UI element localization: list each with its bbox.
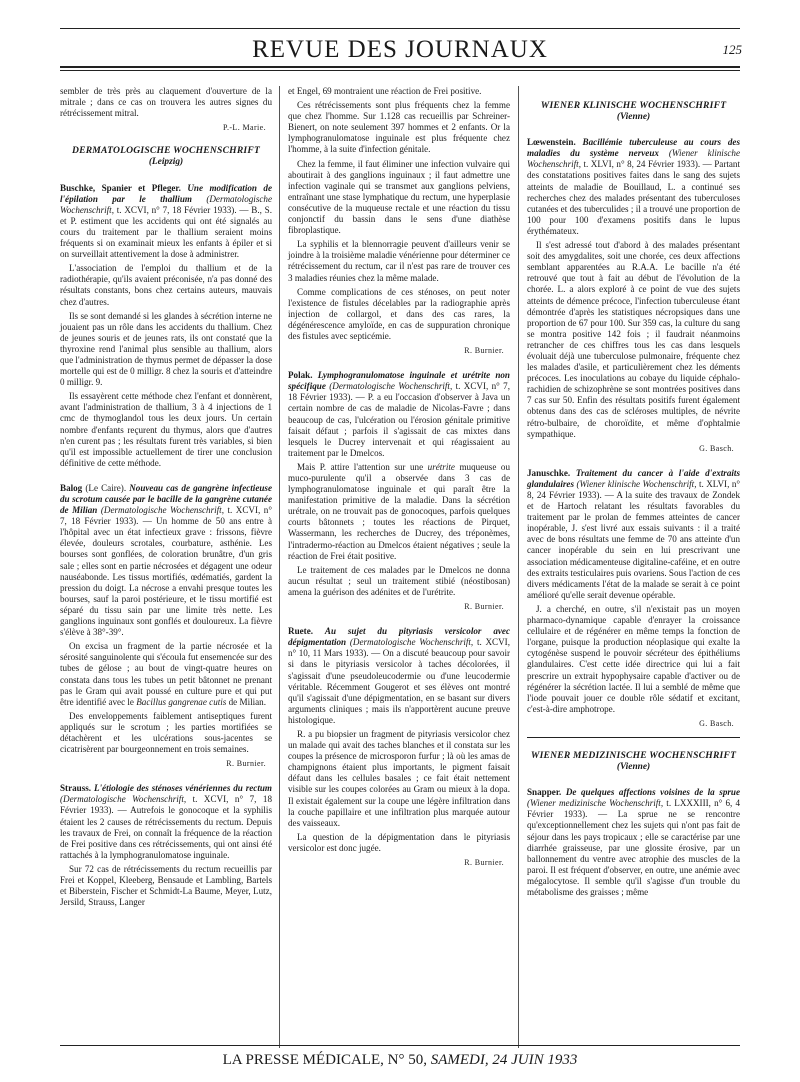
article-journal: (Wiener klinische Wochenschrift, — [576, 478, 697, 489]
article-abstract — [60, 783, 272, 861]
journal-section-location: (Leipzig) — [148, 157, 184, 168]
article-abstract — [60, 183, 272, 261]
column-2 — [288, 86, 510, 874]
article-title: L'étiologie des sténoses vénériennes du rectum — [93, 783, 272, 794]
paragraph: R. a pu biopsier un fragment de pityriasis versicolor chez un malade qui avait des taches blanches et il constata sur les coupes la présence de microsporon furfur ; là où les amas de champignons étaient plus importants, le pigment faisait défaut dans les cellules basales ; ce fait était nettement visible sur les coupes colorées au Gram ou mieux à la dopa. Il existait également sur la coupe une légère infiltration dans la couche papillaire et une infiltration plus marquée autour des vaisseaux. — [288, 728, 510, 828]
paragraph: J. a cherché, en outre, s'il n'existait pas un moyen pharmaco-dynamique capable d'enrayer la croissance cellulaire et de régénérer en même temps la fonction de l'organe, puisque la production néoplasique qui exalte la cytogénèse suspend le pouvoir sécréteur des épithéliums glandulaires. C'est cette idée directrice qui lui a fait prescrire un extrait hypophysaire capable d'activer ou de régénérer la sécrétion lactée. Il lui a semblé de même que l'iode pouvait jouer ce double rôle sédatif et excitant, c'est-à-dire amphotrope. — [527, 603, 740, 714]
article-authors: Balog — [60, 482, 83, 493]
journal-section-heading: WIENER MEDIZINISCHE WOCHENSCHRIFT — [530, 749, 737, 761]
section-separator — [527, 737, 740, 738]
paragraph-text: Mais P. attire l'attention sur une — [297, 461, 424, 472]
author-signature: R. Burnier. — [464, 858, 504, 867]
header-rule-top — [60, 28, 740, 29]
article-abstract — [527, 137, 740, 237]
article-authors-city: (Le Caire). — [85, 482, 127, 493]
paragraph: Le traitement de ces malades par le Dmelcos ne donna aucun résultat ; seul un traitement stibié (néostibosan) amena la guérison des adénites et de l'urétrite. — [288, 564, 510, 597]
article-journal: (Dermatologische Wochenschrift, — [60, 193, 272, 215]
paragraph: Comme complications de ces sténoses, on peut noter l'existence de fistules décelables par la radiographie après injection de collargol, et dans des cas rares, la dégénérescence amyloïde, en cas de suppuration chronique des fistules avec septicémie. — [288, 286, 510, 341]
article-journal: (Wiener medizinische Wochenschrift, — [527, 798, 664, 809]
paragraph: et Engel, 69 montraient une réaction de Frei positive. — [288, 86, 482, 96]
journal-section-location: (Vienne) — [616, 112, 651, 123]
page-number: 125 — [722, 42, 742, 57]
article-journal: (Dermatologische Wochenschrift, — [60, 794, 187, 805]
article-abstract — [527, 468, 740, 601]
paragraph: Ils essayèrent cette méthode chez l'enfant et donnèrent, avant l'administration de thallium, 3 à 4 injections de 1 cmc de thymoglandol tous les deux jours. Un certain nombre d'enfants reçurent du thymus, alors que d'autres n'en curent pas ; les résultats furent très variables, si bien qu'il est impossible actuellement de tirer une conclusion définitive de cette méthode. — [60, 391, 272, 468]
article-title: Lymphogranulomatose inguinale et urétrite non spécifique — [288, 370, 510, 392]
page-footer — [50, 1052, 750, 1069]
footer-day: SAMEDI, — [430, 1052, 489, 1068]
article-journal: (Dermatologische Wochenschrift, — [100, 505, 224, 516]
article-abstract — [527, 787, 740, 898]
article-title: Au sujet du pityriasis versicolor avec dépigmentation — [288, 626, 510, 648]
paragraph — [288, 462, 510, 562]
footer-date: 24 JUIN 1933 — [492, 1052, 578, 1068]
author-signature: R. Burnier. — [226, 759, 266, 769]
paragraph: Il s'est adressé tout d'abord à des malades présentant soit des amygdalites, soit une chorée, ces deux affections semblant apparentées au R.A.A. Le bacille n'a été retrouvé que tout à fait au début de l'évolution de la chorée. L. a alors exploré à ce point de vue des sujets atteints de démence précoce, l'infection tuberculeuse étant démontrée d'après les statistiques nécropsiques dans une proportion de 67 pour 100. Sur 359 cas, la culture du sang se montra positive 142 fois ; il faudrait néanmoins retrancher de ces chiffres tous les cas dans lesquels évoluait déjà une tuberculose pulmonaire, fréquente chez les malades d'asile, et particulièrement chez les déments précoces. Les inoculations au cobaye du liquide céphalo-rachidien de schizophrène se sont montrées positives dans 7 cas sur 50. Enfin des résultats positifs furent également obtenus dans des cas de scléroses multiples, de névrite rétro-bulbaire, de choroïdite, et même d'ophtalmie sympathique. — [527, 240, 740, 439]
article-journal: (Dermatologische Wochenschrift, — [329, 381, 453, 392]
article-abstract — [60, 483, 272, 638]
article-title: Nouveau cas de gangrène infectieuse du scrotum causée par le bacille de la gangrène cutanée de Milian — [60, 482, 273, 516]
author-signature: R. Burnier. — [464, 346, 504, 356]
article-authors: Buschke, Spanier et Pfleger. — [60, 182, 181, 193]
page-header-title: REVUE DES JOURNAUX — [252, 36, 548, 63]
article-text: t. LXXXIII, n° 6, 4 Février 1933). — La sprue ne se rencontre qu'exceptionnellement chez les sujets qui n'ont pas fait de séjour dans les pays tropicaux ; elle se caractérise par une diarrhée graisseuse, par une glossite érosive, par un ballonnement du ventre avec atrophie des muscles de la paroi. Il est fréquent d'observer, en outre, une anémie avec mégalocytose. Il semble qu'il s'agisse d'un trouble du métabolisme des graisses ; même — [527, 798, 740, 897]
article-authors: Ruete. — [288, 626, 313, 637]
journal-section-location: (Vienne) — [616, 762, 651, 773]
article-authors: Strauss. — [60, 783, 92, 794]
column-divider — [279, 86, 280, 1048]
article-text: t. XCVI, n° 7, 18 Février 1933). — Autrefois le gonocoque et la syphilis étaient les 2 causes de rétrécissements du rectum. Depuis les travaux de Frei, on connaît la fréquence de la réaction de Frei positive dans ces rétrécissements, qui ont ainsi été rattachés à la lymphogranulomatose inguinale. — [60, 794, 272, 860]
paragraph: L'association de l'emploi du thallium et de la radiothérapie, qu'ils avaient préconisée, n'a pas donné des résultats constants, bons chez certains auteurs, mauvais chez d'autres. — [60, 263, 272, 307]
paragraph-text-end: muqueuse ou muco-purulente qu'il a observée dans 3 cas de lymphogranulomatose inguinale et qui paraît être la manifestation primitive de la maladie. Dans la sécrétion urétrale, on ne trouvait pas de gonocoques, parfois quelques courts bâtonnets ; toutes les réactions de Pirquet, Wassermann, les recherches de Ducrey, des tréponèmes, l'intradermo-réaction au Dmelcos étaient négatives ; seule la réaction de Frei était positive. — [288, 461, 510, 561]
article-title: De quelques affections voisines de la sprue — [565, 787, 741, 798]
paragraph-text: On excisa un fragment de la partie nécrosée et la sérosité sanguinolente qui s'écoula fut ensemencée sur des tubes de gélose ; au bout de vingt-quatre heures on constata dans tous les tubes un petit bâtonnet ne prenant pas le Gram qui avait poussé en culture pure et qui put être identifié avec le — [60, 641, 272, 707]
paragraph: Sur 72 cas de rétrécissements du rectum recueillis par Frei et Koppel, Kleeberg, Bensaude et Lambling, Bartels et Biberstein, Fischer et Schmidt-La Baume, Meyer, Lutz, Jersild, Strauss, Langer — [60, 863, 272, 908]
author-signature: G. Basch. — [699, 718, 734, 728]
article-text: t. XCVI, n° 7, 18 Février 1933). — B., S. et P. estiment que les accidents qui ont été signalés au cours du traitement par le thallium seraient moins fréquents si on examinait mieux les enfants à épiler et si on surveillait attentivement la dose à administrer. — [60, 204, 272, 260]
paragraph — [60, 641, 272, 708]
journal-section-heading: DERMATOLOGISCHE WOCHENSCHRIFT — [71, 145, 261, 157]
author-signature: P.-L. Marie. — [222, 123, 266, 133]
article-text: t. XCVI, n° 7, 18 Février 1933). — P. a eu l'occasion d'observer à Java un certain nombre de cas de maladie de Nicolas-Favre ; dans beaucoup de cas, l'ulcération ou l'érosion génitale primitive faisait défaut ; parfois il s'agissait de cas mixtes dans lesquels le Ducrey intervenait et qui réagissaient au traitement par le Dmelcos. — [288, 381, 510, 458]
paragraph: La question de la dépigmentation dans le pityriasis versicolor est donc jugée. — [288, 831, 510, 853]
article-authors: Snapper. — [527, 787, 562, 798]
footer-publication: LA PRESSE MÉDICALE, N° 50, — [222, 1052, 427, 1068]
article-title: Traitement du cancer à l'aide d'extraits glandulaires — [527, 467, 740, 489]
paragraph: sembler de très près au claquement d'ouverture de la mitrale ; dans ce cas on trouvera les autres signes du rétrécissement mitral. — [60, 86, 272, 119]
article-journal: (Dermatologische Wochenschrift, — [349, 637, 474, 648]
journal-section-heading: WIENER KLINISCHE WOCHENSCHRIFT — [540, 100, 727, 111]
header-rule-bottom — [60, 66, 740, 68]
paragraph: Des enveloppements faiblement antiseptiques furent appliqués sur le scrotum ; les parties mortifiées se détachèrent et les ulcérations sous-jacentes se cicatrisèrent par bourgeonnement en trois semaines. — [60, 710, 272, 755]
header-rule-bottom-thin — [60, 70, 740, 71]
article-abstract — [288, 370, 510, 459]
author-signature: R. Burnier. — [464, 602, 504, 612]
footer-rule — [60, 1045, 740, 1046]
article-abstract — [288, 626, 510, 726]
article-text: t. XLVI, n° 8, 24 Février 1933). — Partant des constatations positives faites dans le sang des sujets atteints de maladie de Bouillaud, L. a continué ses recherches chez des malades présentant des tuberculoses cutanées et des tuberculides ; il a trouvé une proportion de 100 pour 100 d'examens positifs dans le lupus érythémateux. — [527, 159, 741, 236]
article-journal: (Wiener klinische Wochenschrift, — [527, 148, 740, 170]
article-title: Bacillémie tuberculeuse au cours des maladies du système nerveux — [527, 137, 740, 159]
paragraph: Ces rétrécissements sont plus fréquents chez la femme que chez l'homme. Sur 1.128 cas recueillis par Schreiner-Bienert, on note seulement 397 hommes et 2 enfants. Or la lymphogranulomatose inguinale est plus fréquente chez l'homme, à la suite d'infection génitale. — [288, 100, 510, 155]
paragraph: La syphilis et la blennorragie peuvent d'ailleurs venir se joindre à la troisième maladie vénérienne pour déterminer ce rétrécissement du rectum, car il n'est pas rare de trouver ces 3 maladies réunies chez la même malade. — [288, 239, 510, 283]
article-authors: Januschke. — [527, 467, 571, 478]
species-name: Bacillus gangrenae cutis — [136, 696, 227, 707]
emphasis-term: urétrite — [427, 461, 455, 472]
article-title: Une modification de l'épilation par le thallium — [60, 182, 272, 204]
article-authors: Polak. — [288, 370, 313, 381]
paragraph: Chez la femme, il faut éliminer une infection vulvaire qui aboutirait à des ganglions inguinaux ; il faut admettre une infection vaginale qui se transmet aux ganglions pelviens, entraînant une stase lymphatique du rectum, une hyperplasie consécutive de la muqueuse rectale et une réaction du tissu conjonctif du bassin dans le sens d'une diathèse fibroplastique. — [288, 158, 510, 236]
column-3 — [527, 86, 740, 901]
article-text: t. XCVI, n° 10, 11 Mars 1933). — On a discuté beaucoup pour savoir si dans le pityriasis versicolor à taches décolorées, il s'agissait d'une pseudoleucodermie ou d'une leucodermie véritable. Récemment Gougerot et ses élèves ont montré qu'il s'agissait d'une dépigmentation, en se basant sur divers arguments cliniques ; mais ils n'apportèrent aucune preuve histologique. — [288, 637, 510, 725]
paragraph: Ils se sont demandé si les glandes à sécrétion interne ne jouaient pas un rôle dans les accidents du thallium. Chez de jeunes souris et de jeunes rats, ils ont constaté que la thyroxine rend l'animal plus sensible au thallium, alors que l'administration de thymus permet de dépasser la dose mortelle qui est de 0 milligr. 8 chez la souris et d'atteindre 0 milligr. 9. — [60, 310, 272, 388]
author-signature: G. Basch. — [699, 443, 734, 453]
article-authors: Lœwenstein. — [527, 137, 576, 148]
paragraph-text-end: de Milian. — [228, 696, 267, 707]
column-divider — [518, 86, 519, 1048]
article-text: t. XLVI, n° 8, 24 Février 1933). — A la suite des travaux de Zondek et de Hartoch relatant les résultats favorables du traitement par le prolan de femmes atteintes de cancer inopérable, J. s'est livré aux essais suivants : il a traité avec de bons résultats une femme de 70 ans atteinte d'un cancer inopérable du sein en lui prescrivant une association médicamenteuse digitaline-caféine, et en outre des extraits testiculaires puis ovariens. Sous l'action de ces divers médicaments l'état de la malade se serait à ce point amélioré qu'elle serait devenue opérable. — [527, 478, 741, 600]
column-1 — [60, 86, 272, 911]
article-text: t. XCVI, n° 7, 18 Février 1933). — Un homme de 50 ans entre à l'hôpital avec un état infectieux grave : frissons, fièvre élevée, douleurs scrotales, courbature, asthénie. Les bourses sont gonflées, de coloration brunâtre, d'un gris sale ; elles sont en partie nécrosées et dégagent une odeur nauséabonde. Les tissus mortifiés, œdématiés, gardent la pression du doigt. La nécrose a envahi presque toutes les bourses, sauf la paroi postérieure, et le tissu mortifié est séparé du tissu sain par une limite très nette. Les ganglions inguinaux sont gonflés et douloureux. La fièvre s'élève à 38°-39°. — [60, 505, 272, 638]
